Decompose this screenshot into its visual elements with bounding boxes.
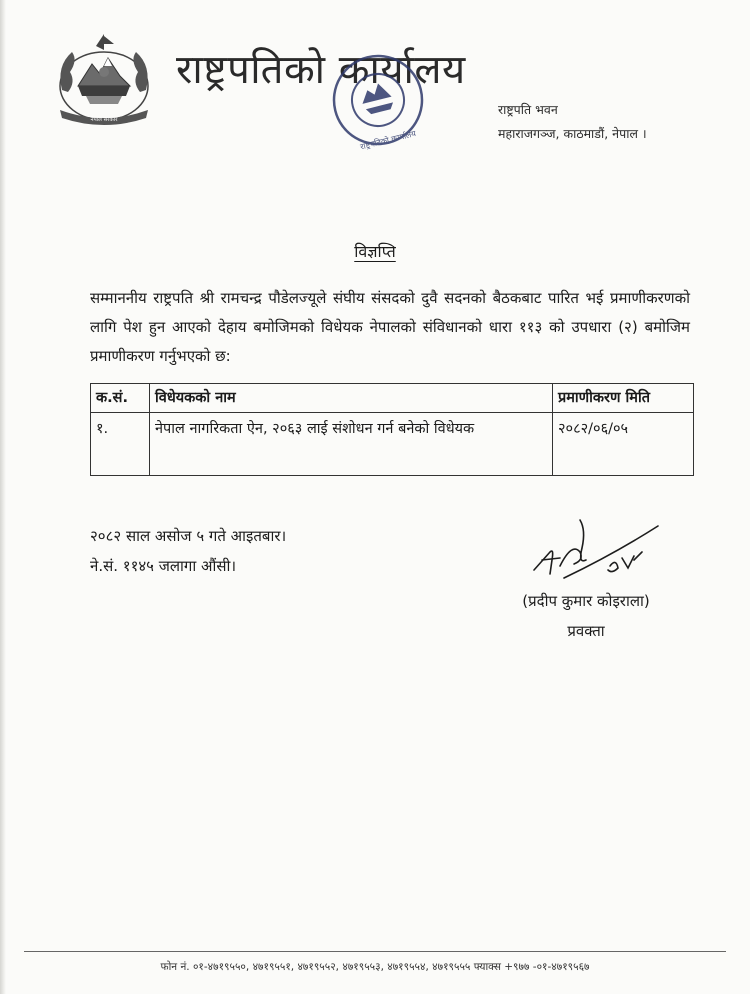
page-edge-shadow [0,0,6,994]
office-seal-stamp-icon [322,46,434,154]
table-header-row [91,384,694,413]
row-serial: १. [91,413,150,476]
address-line-2: महाराजगञ्ज, काठमाडौं, नेपाल । [498,126,647,141]
footer-divider [24,951,726,952]
notice-heading-text: विज्ञप्ति [354,242,396,261]
row-bill-name: नेपाल नागरिकता ऐन, २०६३ लाई संशोधन गर्न बनेको विधेयक [150,413,553,476]
svg-text:नेपाल सरकार: नेपाल सरकार [90,117,118,123]
header-certification-date: प्रमाणीकरण मिति [553,384,694,413]
table-row [91,413,694,476]
notice-heading [0,240,750,262]
signatory-name: (प्रदीप कुमार कोइराला) [522,592,650,610]
signatory-title: प्रवक्ता [567,622,605,640]
address-line-1: राष्ट्रपति भवन [498,102,558,117]
header-bill-name: विधेयकको नाम [150,384,553,413]
footer-contact: फोन नं. ०१-४७१९५५०, ४७१९५५१, ४७१९५५२, ४७१९५५३, ४७१९५५४, ४७१९५५५ फ्याक्स +९७७ -०१-४७१९५६७ [160,961,590,973]
header-serial: क.सं. [91,384,150,413]
dateline [90,521,286,581]
notice-body: सम्माननीय राष्ट्रपति श्री रामचन्द्र पौडेलज्यूले संघीय संसदको दुवै सदनको बैठकबाट पारित भई प्रमाणीकरणको लागि पेश हुन आएको देहाय बमोजिमको विधेयक नेपालको संविधानको धारा ११३ को उपधारा (२) बमोजिम प्रमाणीकरण गर्नुभएको छ: [90,289,690,365]
signatory [496,586,676,646]
signature-icon [524,508,664,590]
office-name: राष्ट्रपतिको कार्यालय [176,47,466,93]
row-certification-date: २०८२/०६/०५ [553,413,694,476]
bs-date: २०८२ साल असोज ५ गते आइतबार। [90,527,287,545]
office-address [498,98,647,146]
bill-table [90,383,694,476]
svg-text:राष्ट्रपतिको कार्यालय: राष्ट्रपतिको कार्यालय [359,129,417,152]
ns-date: ने.सं. ११४५ जलागा औंसी। [90,557,237,575]
coat-of-arms-icon [48,30,160,130]
